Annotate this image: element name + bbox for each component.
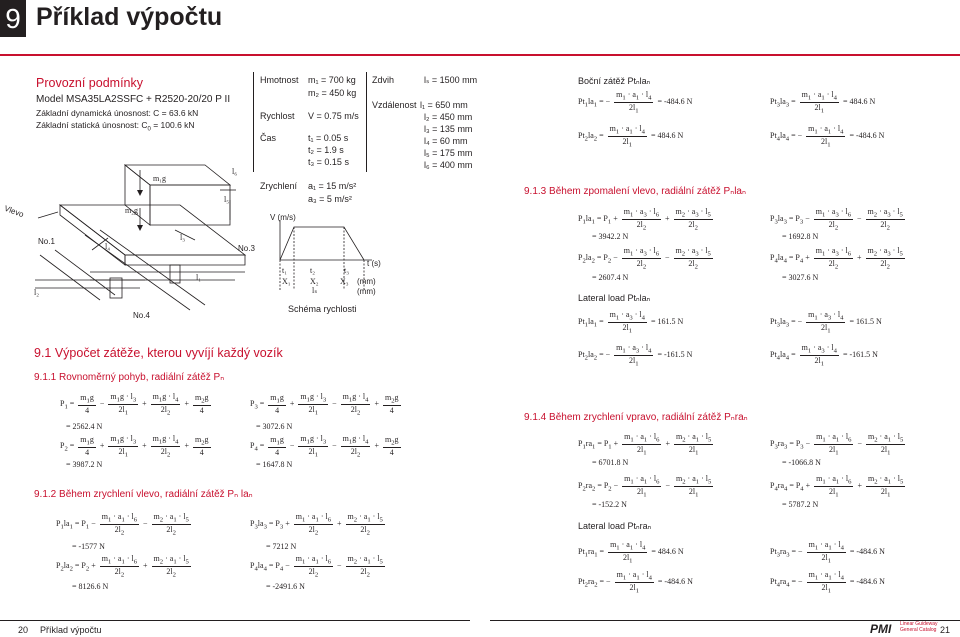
s912-title: 9.1.2 Během zrychlení vlevo, radiální zátěž Pₙ laₙ: [34, 489, 253, 500]
mm-unit: (mm): [357, 277, 376, 286]
s912-eq2: $P_2la_2 = P_2$ + $\frac{m_1 \cdot a_1 \cdot l_6}{2l_2}$ + $\frac{m_2 \cdot a_1 \cdot l_5}{2l_2}$: [56, 554, 189, 579]
s911-title: 9.1.1 Rovnoměrný pohyb, radiální zátěž Pₙ: [34, 372, 225, 383]
l6-dim: l₆: [232, 167, 238, 176]
s913-lat-eq2: $Pt_2la_2$ = − $\frac{m_1 \cdot a_3 \cdot l_4}{2l_1}$ = -161.5 N: [578, 343, 693, 368]
s914-lat-eq4: $Pt_4ra_4$ = − $\frac{m_1 \cdot a_1 \cdot l_4}{2l_1}$ = -484.6 N: [770, 570, 885, 595]
s91-title: 9.1 Výpočet zátěže, kterou vyvíjí každý vozík: [34, 346, 283, 360]
p1-result: = 2562.4 N: [66, 422, 103, 431]
divider: [253, 72, 254, 172]
no3-label: No.3: [238, 244, 255, 253]
chapter-number: 9: [0, 0, 26, 37]
side-load-title: Boční zátěž Ptₙlaₙ: [578, 76, 651, 86]
side-load-eq1: $Pt_1la_1$ = − $\frac{m_1 \cdot a_1 \cdot l_4}{2l_1}$ = -484.6 N: [578, 90, 693, 115]
speed-chart-caption: Schéma rychlosti: [288, 304, 357, 314]
m1g-label: m₁g: [153, 174, 167, 183]
l5-dim: l₅: [224, 195, 230, 204]
m1-value: m₁ = 700 kg: [308, 75, 356, 85]
dynamic-load-line: Základní dynamická únosnost: C = 63.6 kN: [36, 108, 199, 118]
page-header: [0, 0, 960, 37]
t1-value: t₁ = 0.05 s: [308, 133, 349, 143]
s913-lateral-title: Lateral load Ptₙlaₙ: [578, 293, 651, 303]
p3-equation: $P_3$ = $\frac{m_1g}{4}$ + $\frac{m_1g \cdot l_3}{2l_1}$ − $\frac{m_1g \cdot l_4}{2l_2}$ + $\frac{m_2g}{4}$: [250, 392, 399, 417]
mass-label: Hmotnost: [260, 75, 299, 85]
l2-value: l₂ = 450 mm: [424, 112, 473, 122]
t3-value: t₃ = 0.15 s: [308, 157, 349, 167]
conditions-title: Provozní podmínky: [36, 76, 143, 90]
side-load-eq2: $Pt_2la_2$ = $\frac{m_1 \cdot a_1 \cdot l_4}{2l_1}$ = 484.6 N: [578, 124, 684, 149]
speed-label: Rychlost: [260, 111, 295, 121]
stroke-value: lₛ = 1500 mm: [424, 75, 478, 85]
p4-equation: $P_4$ = $\frac{m_1g}{4}$ − $\frac{m_1g \cdot l_3}{2l_1}$ − $\frac{m_1g \cdot l_4}{2l_2}$ + $\frac{m_2g}{4}$: [250, 434, 399, 459]
s913-lat-eq1: $Pt_1la_1$ = $\frac{m_1 \cdot a_3 \cdot l_4}{2l_1}$ = 161.5 N: [578, 310, 684, 335]
s914-r1: = 6701.8 N: [592, 458, 629, 467]
s914-r2: = -152.2 N: [592, 500, 627, 509]
side-load-eq3: $Pt_3la_3$ = $\frac{m_1 \cdot a_1 \cdot l_4}{2l_1}$ = 484.6 N: [770, 90, 876, 115]
s914-eq3: $P_3ra_3 = P_3$ − $\frac{m_1 \cdot a_1 \cdot l_6}{2l_1}$ − $\frac{m_2 \cdot a_1 \cdot l_5}{2l_1}$: [770, 432, 904, 457]
s914-r4: = 5787.2 N: [782, 500, 819, 509]
m2g-label: m₂g: [125, 206, 139, 215]
l3-dim: l₃: [180, 233, 186, 242]
mm-unit: (mm): [357, 287, 376, 296]
s912-eq3: $P_3la_3 = P_3$ + $\frac{m_1 \cdot a_1 \cdot l_6}{2l_2}$ + $\frac{m_2 \cdot a_1 \cdot l_5}{2l_2}$: [250, 512, 383, 537]
s914-lat-eq1: $Pt_1ra_1$ = $\frac{m_1 \cdot a_1 \cdot l_4}{2l_1}$ = 484.6 N: [578, 540, 684, 565]
l2-dim: l₂: [34, 288, 40, 297]
s913-eq3: $P_3la_3 = P_3$ − $\frac{m_1 \cdot a_3 \cdot l_6}{2l_2}$ − $\frac{m_2 \cdot a_3 \cdot l_5}{2l_2}$: [770, 207, 903, 232]
s913-r3: = 1692.8 N: [782, 232, 819, 241]
t2-value: t₂ = 1.9 s: [308, 145, 344, 155]
t3-mark: t₃: [344, 266, 350, 275]
m2-value: m₂ = 450 kg: [308, 88, 357, 98]
operating-conditions: [36, 76, 251, 133]
x3-mark: X₃: [340, 277, 349, 286]
s912-eq4: $P_4la_4 = P_4$ − $\frac{m_1 \cdot a_1 \cdot l_6}{2l_2}$ − $\frac{m_2 \cdot a_1 \cdot l_5}{2l_2}$: [250, 554, 383, 579]
s912-eq1: $P_1la_1 = P_1$ − $\frac{m_1 \cdot a_1 \cdot l_6}{2l_2}$ − $\frac{m_2 \cdot a_1 \cdot l_5}{2l_2}$: [56, 512, 189, 537]
stroke-label: Zdvih: [372, 75, 395, 85]
x1-mark: X₁: [282, 277, 291, 286]
s912-r4: = -2491.6 N: [266, 582, 305, 591]
left-page-number: 20: [18, 625, 29, 635]
s913-r2: = 2607.4 N: [592, 273, 629, 282]
no4-label: No.4: [133, 311, 150, 320]
s914-eq4: $P_4ra_4 = P_4$ + $\frac{m_1 \cdot a_1 \cdot l_6}{2l_1}$ + $\frac{m_2 \cdot a_1 \cdot l_5}{2l_1}$: [770, 474, 904, 499]
s912-r1: = -1577 N: [72, 542, 105, 551]
speed-axis-label: V (m/s): [270, 213, 296, 222]
speed-value: V = 0.75 m/s: [308, 111, 359, 121]
no1-label: No.1: [38, 237, 55, 246]
direction-label: Vlevo: [3, 203, 25, 220]
chapter-title: Příklad výpočtu: [36, 3, 223, 31]
p4-result: = 1647.8 N: [256, 460, 293, 469]
s914-title: 9.1.4 Během zrychlení vpravo, radiální zátěž Pₙraₙ: [524, 412, 748, 423]
a3-value: a₃ = 5 m/s²: [308, 194, 352, 204]
time-unit: t (s): [367, 259, 381, 268]
right-page-number: 21: [940, 625, 951, 635]
time-label: Čas: [260, 133, 277, 143]
s914-eq1: $P_1ra_1 = P_1$ + $\frac{m_1 \cdot a_1 \cdot l_6}{2l_1}$ + $\frac{m_2 \cdot a_1 \cdot l_5}{2l_1}$: [578, 432, 712, 457]
side-load-eq4: $Pt_4la_4$ = − $\frac{m_1 \cdot a_1 \cdot l_4}{2l_1}$ = -484.6 N: [770, 124, 885, 149]
p2-equation: $P_2$ = $\frac{m_1g}{4}$ + $\frac{m_1g \cdot l_3}{2l_1}$ + $\frac{m_1g \cdot l_4}{2l_2}$ + $\frac{m_2g}{4}$: [60, 434, 209, 459]
s913-lat-eq3: $Pt_3la_3$ = − $\frac{m_1 \cdot a_3 \cdot l_4}{2l_1}$ = 161.5 N: [770, 310, 882, 335]
model-line: Model MSA35LA2SSFC + R2520-20/20 P II: [36, 94, 231, 105]
s912-r3: = 7212 N: [266, 542, 297, 551]
l4-dim: l₄: [105, 242, 111, 251]
s913-eq4: $P_4la_4 = P_4$ + $\frac{m_1 \cdot a_3 \cdot l_6}{2l_2}$ + $\frac{m_2 \cdot a_3 \cdot l_5}{2l_2}$: [770, 246, 903, 271]
s913-title: 9.1.3 Během zpomalení vlevo, radiální zátěž Pₙlaₙ: [524, 186, 746, 197]
carriage-diagram: [30, 160, 260, 330]
p1-equation: $P_1$ = $\frac{m_1g}{4}$ − $\frac{m_1g \cdot l_3}{2l_1}$ + $\frac{m_1g \cdot l_4}{2l_2}$ + $\frac{m_2g}{4}$: [60, 392, 209, 417]
l6-value: l₆ = 400 mm: [424, 160, 473, 170]
l1-value: l₁ = 650 mm: [420, 100, 468, 110]
footer-rule-right: [490, 620, 960, 621]
l1-dim: l₁: [196, 273, 202, 282]
a1-value: a₁ = 15 m/s²: [308, 181, 357, 191]
s913-lat-eq4: $Pt_4la_4$ = $\frac{m_1 \cdot a_3 \cdot l_4}{2l_1}$ = -161.5 N: [770, 343, 878, 368]
logo-subtitle: Linear Guideway General Catalog: [900, 621, 938, 633]
s913-r4: = 3027.6 N: [782, 273, 819, 282]
s914-r3: = -1066.8 N: [782, 458, 821, 467]
footer-title: Příklad výpočtu: [40, 625, 102, 635]
p3-result: = 3072.6 N: [256, 422, 293, 431]
header-divider: [0, 54, 960, 56]
t1-mark: t₁: [282, 266, 288, 275]
s914-eq2: $P_2ra_2 = P_2$ − $\frac{m_1 \cdot a_1 \cdot l_6}{2l_1}$ − $\frac{m_2 \cdot a_1 \cdot l_5}{2l_1}$: [578, 474, 712, 499]
s914-lateral-title: Lateral load Ptₙraₙ: [578, 521, 652, 531]
s914-lat-eq2: $Pt_2ra_2$ = − $\frac{m_1 \cdot a_1 \cdot l_4}{2l_1}$ = -484.6 N: [578, 570, 693, 595]
distance-label: Vzdálenost: [372, 100, 417, 110]
l5-value: l₅ = 175 mm: [424, 148, 473, 158]
l4-value: l₄ = 60 mm: [424, 136, 468, 146]
s913-eq1: $P_1la_1 = P_1$ + $\frac{m_1 \cdot a_3 \cdot l_6}{2l_2}$ + $\frac{m_2 \cdot a_3 \cdot l_5}{2l_2}$: [578, 207, 711, 232]
l3-value: l₃ = 135 mm: [424, 124, 473, 134]
p2-result: = 3987.2 N: [66, 460, 103, 469]
static-load-line: Základní statická únosnost: $C_0 = 100.6$ kN: [36, 120, 195, 133]
accel-label: Zrychlení: [260, 181, 298, 191]
s913-eq2: $P_2la_2 = P_2$ − $\frac{m_1 \cdot a_3 \cdot l_6}{2l_2}$ − $\frac{m_2 \cdot a_3 \cdot l_5}{2l_2}$: [578, 246, 711, 271]
footer-rule-left: [0, 620, 470, 621]
s912-r2: = 8126.6 N: [72, 582, 109, 591]
s914-lat-eq3: $Pt_3ra_3$ = − $\frac{m_1 \cdot a_1 \cdot l_4}{2l_1}$ = -484.6 N: [770, 540, 885, 565]
x2-mark: X₂: [310, 277, 319, 286]
pmi-logo: PMI: [870, 622, 892, 636]
t2-mark: t₂: [310, 266, 316, 275]
ls-mark: lₛ: [312, 286, 318, 295]
divider: [366, 72, 367, 172]
s913-r1: = 3942.2 N: [592, 232, 629, 241]
